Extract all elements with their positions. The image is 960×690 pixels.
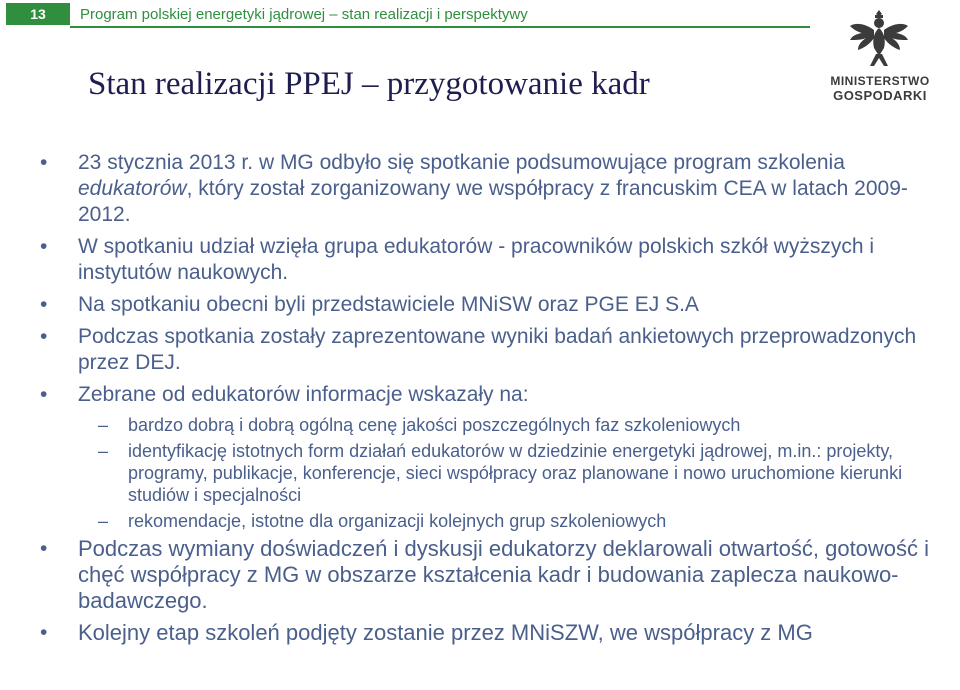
logo-line2: GOSPODARKI [833,88,927,103]
bullet-icon: • [40,293,48,316]
sub-bullet-item [40,414,930,436]
dash-icon: – [98,511,109,531]
bullet-item [40,292,930,318]
bullet-text: Na spotkaniu obecni byli przedstawiciele MNiSW oraz PGE EJ S.A [78,293,699,316]
bullet-text: Kolejny etap szkoleń podjęty zostanie przez MNiSZW, we współpracy z MG [78,620,813,645]
header-divider [70,26,810,28]
sub-bullet-text: identyfikację istotnych form działań edukatorów w dziedzinie energetyki jądrowej, m.in.: projekty, programy, publikacje, konferencje, sieci współpracy oraz planowane i nowo uruchomione kierunki studiów i specjalności [128,441,903,505]
bullet-item [40,234,930,286]
bullet-item [40,150,930,228]
slide-number: 13 [6,3,70,25]
bullet-text-pre: 23 stycznia 2013 r. w MG odbyło się spotkanie podsumowujące program szkolenia [78,151,845,174]
bullet-icon: • [40,151,48,174]
header-bar [0,0,960,30]
program-title: Program polskiej energetyki jądrowej – stan realizacji i perspektywy [80,6,528,23]
ministry-logo [820,6,950,106]
bullet-text-emphasis: edukatorów [78,177,187,200]
dash-icon: – [98,415,109,435]
bullet-icon: • [40,235,48,258]
eagle-emblem-icon [846,6,912,72]
bullet-text: Podczas spotkania zostały zaprezentowane wyniki badań ankietowych przeprowadzonych przez DEJ. [78,325,917,374]
bullet-icon: • [40,537,48,560]
sub-bullet-item [40,440,930,506]
bullet-text-post: , który został zorganizowany we współpracy z francuskim CEA w latach 2009-2012. [78,177,908,226]
sub-bullet-text: bardzo dobrą i dobrą ogólną cenę jakości poszczególnych faz szkoleniowych [128,415,741,435]
sub-bullet-text: rekomendacje, istotne dla organizacji kolejnych grup szkoleniowych [128,511,667,531]
bullet-icon: • [40,383,48,406]
slide-title: Stan realizacji PPEJ – przygotowanie kadr [88,66,650,102]
bullet-text: Podczas wymiany doświadczeń i dyskusji edukatorzy deklarowali otwartość, gotowość i chęć współpracy z MG w obszarze kształcenia kadr i budowania zaplecza naukowo-badawczego. [78,536,930,613]
bullet-item [40,382,930,408]
bullet-item [40,620,930,646]
bullet-text: Zebrane od edukatorów informacje wskazały na: [78,383,529,406]
bullet-text: W spotkaniu udział wzięła grupa edukatorów - pracowników polskich szkół wyższych i instytutów naukowych. [78,235,875,284]
bullet-item [40,324,930,376]
bullet-icon: • [40,325,48,348]
bullet-item [40,536,930,614]
sub-bullet-item [40,510,930,532]
bullet-icon: • [40,621,48,644]
dash-icon: – [98,441,109,461]
logo-line1: MINISTERSTWO [830,74,930,88]
slide-content [40,150,930,652]
